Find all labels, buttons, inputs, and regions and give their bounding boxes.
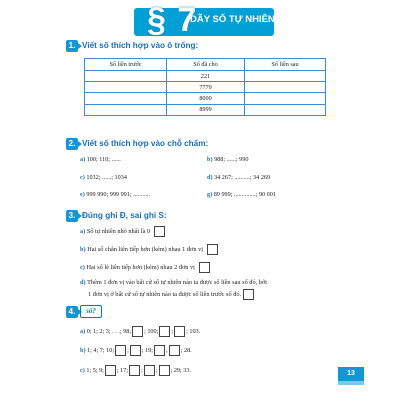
answer-box[interactable] xyxy=(129,365,140,376)
answer-box[interactable] xyxy=(115,345,126,356)
column-header-next: Số liền sau xyxy=(245,59,326,71)
answer-box[interactable] xyxy=(132,326,143,337)
answer-box[interactable] xyxy=(130,345,141,356)
exercise-2-item-b: b) 988; ......; 990 xyxy=(207,156,249,163)
column-header-given: Số đã cho xyxy=(167,59,245,71)
page-title: DÃY SỐ TỰ NHIÊN xyxy=(190,14,275,25)
fill-in-text[interactable]: 1032; ......; 1034 xyxy=(86,174,127,181)
exercise-4-item-b: b) 1; 4; 7; 10; ; ; 19; ; ; 28. xyxy=(80,345,192,356)
given-number-cell: 221 xyxy=(167,71,245,82)
exercise-4-item-c: c) 1; 5; 9; ; 17; ; ; ; 29; 33. xyxy=(80,365,191,376)
table-row xyxy=(85,93,326,104)
exercise-4-badge: 4. xyxy=(66,306,78,318)
exercise-2-item-g: g) 89 999; ..............; 90 001 xyxy=(207,191,276,198)
blank-cell[interactable] xyxy=(245,82,326,93)
blank-cell[interactable] xyxy=(85,104,167,115)
answer-box[interactable] xyxy=(174,326,185,337)
blank-cell[interactable] xyxy=(245,71,326,82)
table-row xyxy=(85,104,326,115)
blank-cell[interactable] xyxy=(85,82,167,93)
exercise-4-title: số? xyxy=(80,305,102,318)
answer-box[interactable] xyxy=(105,365,116,376)
section-number: § 7 xyxy=(147,1,198,39)
answer-box[interactable] xyxy=(159,365,170,376)
table-row xyxy=(85,71,326,82)
column-header-prev: Số liền trước xyxy=(85,59,167,71)
exercise-2-badge: 2. xyxy=(66,138,78,150)
answer-box[interactable] xyxy=(159,326,170,337)
fill-in-text[interactable]: 100; 110; ...... xyxy=(86,156,121,163)
answer-box[interactable] xyxy=(169,345,180,356)
fill-in-text[interactable]: 34 267; ..........; 34 269 xyxy=(214,174,271,181)
exercise-2-item-a: a) 100; 110; ...... xyxy=(80,156,121,163)
given-number-cell: 8999 xyxy=(167,104,245,115)
exercise-2-title: Viết số thích hợp vào chỗ chấm: xyxy=(82,139,209,148)
exercise-1-table xyxy=(84,58,326,116)
true-false-box[interactable] xyxy=(243,289,254,300)
exercise-3-badge: 3. xyxy=(66,210,78,222)
exercise-3-item-a: a) Số tự nhiên nhỏ nhất là 0 xyxy=(80,226,165,237)
blank-cell[interactable] xyxy=(245,93,326,104)
page-number: 13 xyxy=(338,367,364,381)
fill-in-text[interactable]: 89 999; ..............; 90 001 xyxy=(213,191,276,198)
fill-in-text[interactable]: 988; ......; 990 xyxy=(214,156,249,163)
blank-cell[interactable] xyxy=(85,71,167,82)
given-number-cell: 7779 xyxy=(167,82,245,93)
true-false-box[interactable] xyxy=(199,262,210,273)
true-false-box[interactable] xyxy=(154,226,165,237)
answer-box[interactable] xyxy=(144,365,155,376)
exercise-3-item-b: b) Hai số chẵn liên tiếp hơn (kém) nhau 1 đơn vị xyxy=(80,244,218,255)
exercise-1-badge: 1. xyxy=(66,40,78,52)
answer-box[interactable] xyxy=(154,345,165,356)
exercise-4-item-a: a) 0; 1; 2; 3; . . .; 98; ; 100; ; ; 103. xyxy=(80,326,200,337)
exercise-3-item-d-line1: d) Thêm 1 đơn vị vào bất cứ số tự nhiên nào ta được số liền sau số đó, bớt xyxy=(80,279,267,286)
exercise-3-title: Đúng ghi Đ, sai ghi S: xyxy=(82,211,167,220)
fill-in-text[interactable]: 999 990; 999 991; ........... xyxy=(86,191,151,198)
exercise-3-item-d-line2: 1 đơn vị ở bất cứ số tự nhiên nào ta được số liền trước số đó. xyxy=(88,289,254,300)
blank-cell[interactable] xyxy=(245,104,326,115)
exercise-2-item-d: d) 34 267; ..........; 34 269 xyxy=(207,174,271,181)
exercise-2-item-e: e) 999 990; 999 991; ........... xyxy=(80,191,151,198)
blank-cell[interactable] xyxy=(85,93,167,104)
exercise-3-item-c: c) Hai số lẻ liên tiếp hơn (kém) nhau 2 đơn vị xyxy=(80,262,210,273)
exercise-2-item-c: c) 1032; ......; 1034 xyxy=(80,174,127,181)
given-number-cell: 8000 xyxy=(167,93,245,104)
table-row xyxy=(85,82,326,93)
exercise-1-title: Viết số thích hợp vào ô trống: xyxy=(82,41,199,50)
true-false-box[interactable] xyxy=(207,244,218,255)
table-header-row xyxy=(85,59,326,71)
